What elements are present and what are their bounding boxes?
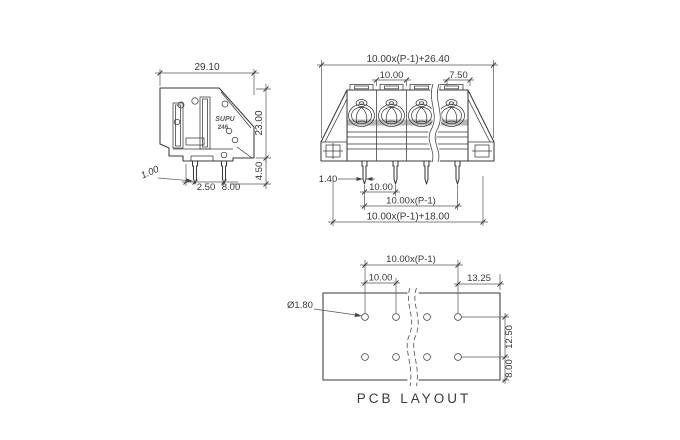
svg-text:10.00x(P-1): 10.00x(P-1) (386, 254, 436, 265)
svg-text:10.00: 10.00 (379, 70, 404, 81)
dim-pcb-row-spacing (462, 313, 515, 384)
dim-front-first-pitch (360, 182, 400, 196)
pcb-hole (393, 314, 400, 321)
front-solder-pins (362, 161, 460, 184)
shade-band (347, 120, 468, 126)
svg-text:29.10: 29.10 (194, 62, 220, 73)
dim-pcb-hole-diameter (287, 300, 362, 317)
pcb-break-lines (407, 288, 418, 386)
svg-text:1.40: 1.40 (318, 174, 338, 185)
dim-side-pin-row-spacing: 8.00 (221, 182, 241, 193)
svg-text:1.00: 1.00 (139, 163, 161, 182)
pcb-layout-caption: PCB LAYOUT (356, 391, 472, 406)
dim-front-end-width (443, 70, 474, 86)
svg-text:12.50: 12.50 (504, 325, 515, 349)
svg-text:10.00: 10.00 (369, 182, 393, 193)
pcb-outline (323, 293, 500, 380)
dim-side-pin-thickness (139, 164, 193, 183)
pcb-hole (424, 314, 431, 321)
svg-text:13.25: 13.25 (467, 273, 491, 284)
pcb-hole (393, 354, 400, 361)
svg-text:Ø1.80: Ø1.80 (287, 300, 313, 311)
dim-side-overall-width (155, 62, 259, 95)
solder-pin (393, 161, 398, 184)
dim-front-pitch (372, 70, 411, 86)
pcb-hole (455, 314, 462, 321)
pcb-hole (424, 354, 431, 361)
side-view (139, 62, 271, 193)
svg-text:4.50: 4.50 (254, 161, 265, 181)
pcb-hole (362, 354, 369, 361)
svg-text:10.00: 10.00 (368, 272, 393, 284)
marking-brand: SUPU (215, 116, 235, 123)
svg-text:10.00x(P-1)+26.40: 10.00x(P-1)+26.40 (366, 54, 450, 65)
dim-pcb-hole-span (360, 254, 463, 313)
pcb-hole (362, 314, 369, 321)
solder-pin (362, 161, 367, 184)
dim-front-pin-width (319, 174, 375, 185)
svg-text:23.00: 23.00 (254, 110, 265, 136)
dim-pcb-bottom-offset: 8.00 (504, 359, 515, 378)
side-contact-slot (173, 103, 183, 148)
side-contact-slot (200, 97, 210, 149)
dim-side-pin-front-offset: 2.50 (196, 182, 216, 193)
pcb-view (287, 254, 515, 406)
svg-text:10.00x(P-1): 10.00x(P-1) (386, 195, 436, 207)
solder-pin (455, 161, 460, 184)
dim-pcb-right-offset (454, 273, 504, 290)
mounting-flange-left (321, 90, 347, 161)
dim-side-overall-height (254, 84, 271, 163)
dim-side-pin-offsets (182, 164, 240, 193)
mounting-flange-right (468, 90, 494, 161)
front-view (317, 54, 498, 226)
marking-model: 246 (217, 124, 229, 131)
svg-text:7.50: 7.50 (449, 70, 468, 81)
pcb-hole (455, 354, 462, 361)
solder-pin (424, 161, 429, 184)
svg-text:10.00x(P-1)+18.00: 10.00x(P-1)+18.00 (366, 211, 450, 223)
